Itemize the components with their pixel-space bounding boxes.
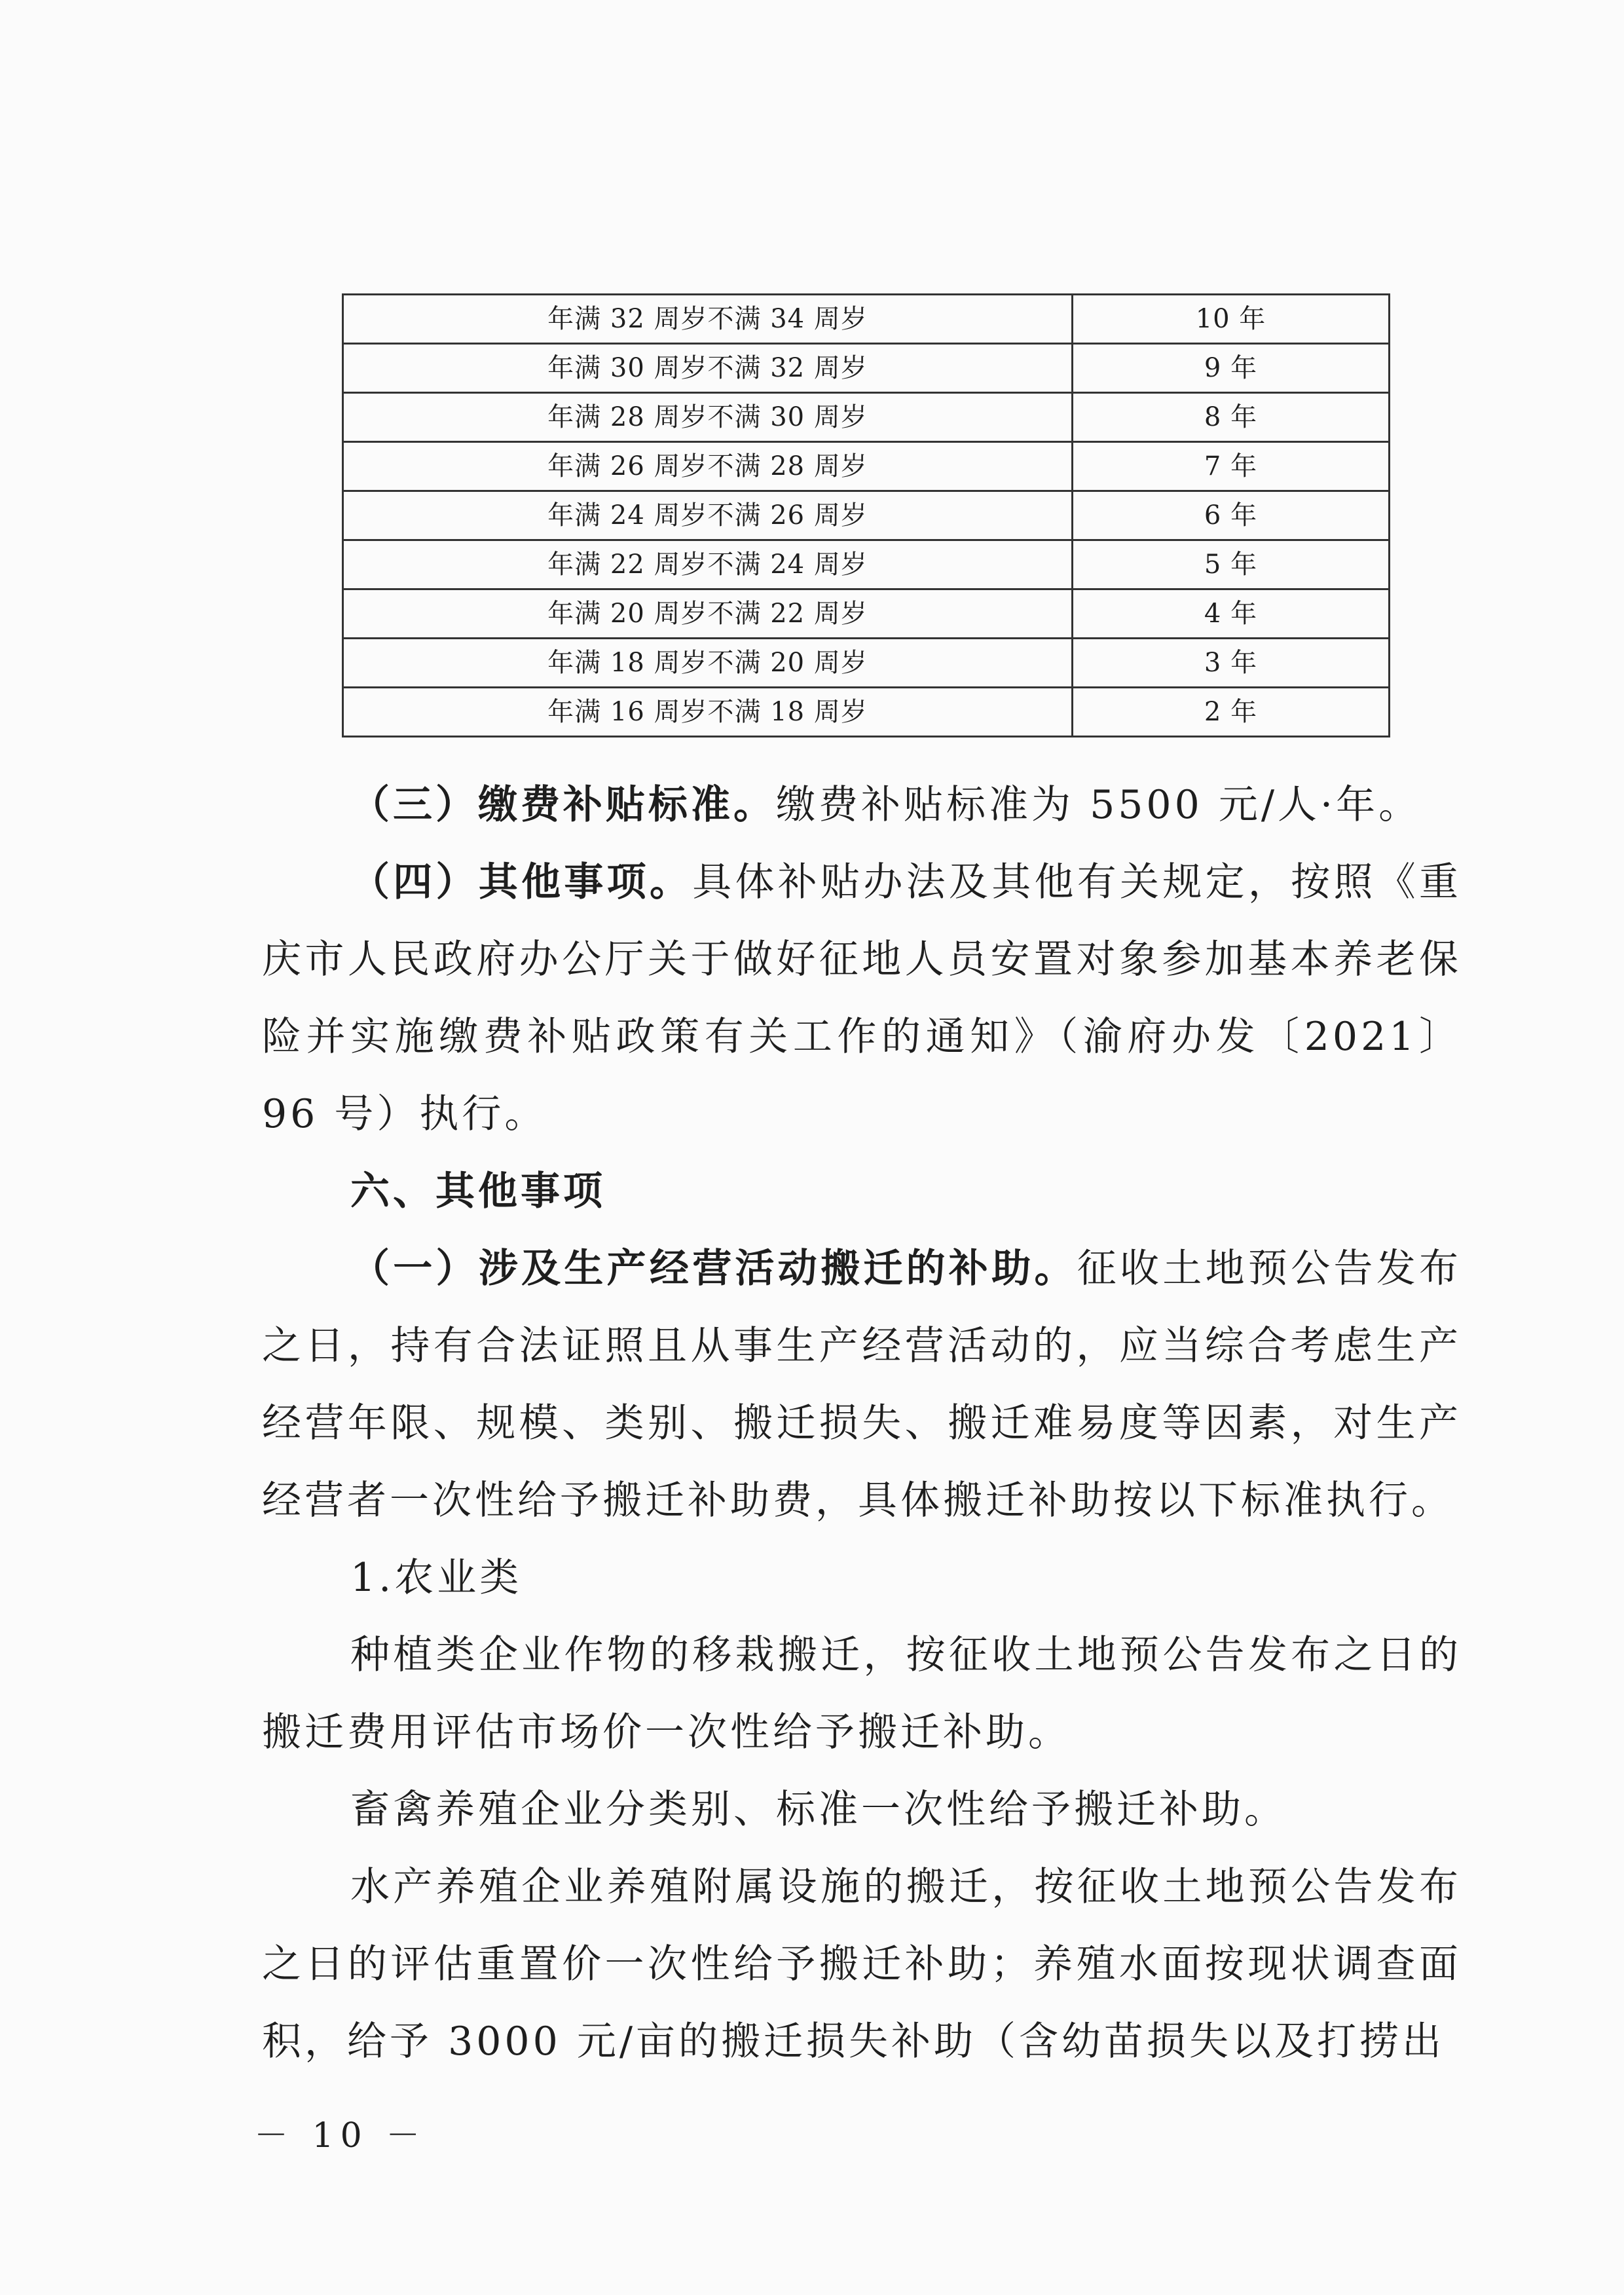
paragraph-relocation-subsidy <box>262 1230 1462 1539</box>
table-body <box>343 295 1390 737</box>
table-row <box>343 393 1390 442</box>
table-row <box>343 639 1390 688</box>
table-row <box>343 688 1390 737</box>
paragraph-text: 具体补贴办法及其他有关规定，按照《重庆市人民政府办公厅关于做好征地人员安置对象参加基本养老保险并实施缴费补贴政策有关工作的通知》（渝府办发〔2021〕96 号）执行。 <box>262 859 1462 1137</box>
item-heading: 1.农业类 <box>350 1555 523 1601</box>
paragraph-text: 征收土地预公告发布之日，持有合法证照且从事生产经营活动的，应当综合考虑生产经营年限、规模、类别、搬迁损失、搬迁难易度等因素，对生产经营者一次性给予搬迁补助费，具体搬迁补助按以下标准执行。 <box>262 1246 1462 1523</box>
age-range-cell: 年满 24 周岁不满 26 周岁 <box>343 491 1073 540</box>
age-range-cell: 年满 26 周岁不满 28 周岁 <box>343 442 1073 491</box>
age-range-cell: 年满 32 周岁不满 34 周岁 <box>343 295 1073 344</box>
paragraph-other-matters <box>262 844 1462 1153</box>
table-row <box>343 589 1390 639</box>
age-range-cell: 年满 30 周岁不满 32 周岁 <box>343 344 1073 393</box>
table-row <box>343 344 1390 393</box>
table-row <box>343 442 1390 491</box>
table-row <box>343 295 1390 344</box>
years-cell: 9 年 <box>1073 344 1390 393</box>
years-cell: 7 年 <box>1073 442 1390 491</box>
years-cell: 5 年 <box>1073 540 1390 589</box>
paragraph-heading: （四）其他事项。 <box>350 859 693 905</box>
age-range-cell: 年满 22 周岁不满 24 周岁 <box>343 540 1073 589</box>
table-row <box>343 540 1390 589</box>
paragraph-text: 缴费补贴标准为 5500 元/人·年。 <box>776 782 1422 828</box>
years-cell: 4 年 <box>1073 589 1390 639</box>
paragraph-planting: 种植类企业作物的移栽搬迁，按征收土地预公告发布之日的搬迁费用评估市场价一次性给予搬迁补助。 <box>262 1632 1462 1755</box>
contribution-years-table <box>342 293 1390 737</box>
paragraph-heading: （一）涉及生产经营活动搬迁的补助。 <box>350 1246 1077 1292</box>
section-heading: 六、其他事项 <box>350 1168 606 1214</box>
years-cell: 6 年 <box>1073 491 1390 540</box>
page-number: － 10 － <box>254 2116 427 2155</box>
paragraph-aquaculture: 水产养殖企业养殖附属设施的搬迁，按征收土地预公告发布之日的评估重置价一次性给予搬迁补助；养殖水面按现状调查面积，给予 3000 元/亩的搬迁损失补助（含幼苗损失以及打捞出 <box>262 1864 1462 2064</box>
years-cell: 10 年 <box>1073 295 1390 344</box>
paragraph-contribution-standard <box>262 766 1462 844</box>
years-cell: 3 年 <box>1073 639 1390 688</box>
years-cell: 8 年 <box>1073 393 1390 442</box>
years-cell: 2 年 <box>1073 688 1390 737</box>
paragraph-livestock: 畜禽养殖企业分类别、标准一次性给予搬迁补助。 <box>350 1787 1287 1833</box>
body-text <box>262 766 1462 2080</box>
age-range-cell: 年满 28 周岁不满 30 周岁 <box>343 393 1073 442</box>
table-row <box>343 491 1390 540</box>
paragraph-heading: （三）缴费补贴标准。 <box>350 782 776 828</box>
age-range-cell: 年满 16 周岁不满 18 周岁 <box>343 688 1073 737</box>
age-range-cell: 年满 18 周岁不满 20 周岁 <box>343 639 1073 688</box>
age-range-cell: 年满 20 周岁不满 22 周岁 <box>343 589 1073 639</box>
